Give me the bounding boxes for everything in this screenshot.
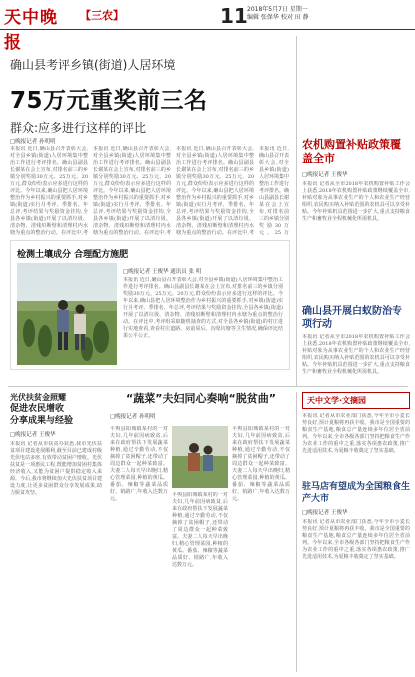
section-label: 【三农】 [80, 9, 124, 22]
field-photo-icon [17, 263, 117, 365]
bottom-right-article [302, 392, 410, 647]
lead-subhead: 群众:应多进行这样的评比 [10, 121, 147, 135]
sidebar-title-2: 确山县开展白蚁防治专项行动 [302, 306, 402, 330]
bottom-center-byline: □晚报记者 孙明明 [110, 414, 156, 420]
photo-block [10, 240, 290, 370]
lead-body-col3: 本报讯 近日,确山县召开表彰大会,对全县乡镇(街道)人居环境集中整治工作进行考评排名。确山县副县长谢某在会上宣布,对排名前三的乡镇分别奖励30万元、25万元、20万元,群众纷纷表示应多进行这样的评比。今年以来,确山县把人居环境整治作为乡村振兴的重要抓手,对乡镇(街道)实行月考评、季排名、年总评,考评结果与奖励资金挂钩,全县各乡镇(街道)开展了以清垃圾、清杂物、清残垣断壁和清理村内水塘为重点的整治行动。在评比中,考 [176, 146, 254, 236]
photo-body-text: 本报讯 近日,确山县召开表彰大会,对全县乡镇(街道)人居环境集中整治工作进行考评排名。确山县副县长谢某在会上宣布,对排名前三的乡镇分别奖励30万元、25万元、20万元,群众纷纷表示应多进行这样的评比。今年以来,确山县把人居环境整治作为乡村振兴的重要抓手,对乡镇(街道)实行月考评、季排名、年总评,考评结果与奖励资金挂钩,全县各乡镇(街道)开展了以清垃圾、清杂物、清残垣断壁和清理村内水塘为重点的整治行动。在评比中,考评组采取随机抽查的方式,对全县各乡镇(街道)的村庄进行实地查看,查看村庄道路、房前屋后、沟渠坑塘等卫生情况,确保评比结果公平公正。 [123, 277, 283, 339]
bottom-center-col1: 平舆县阳城镇某村的一对夫妇,几年前因病致贫,后来在政府帮扶下发展蔬菜种植,通过辛勤劳动,不仅摘掉了贫困帽子,还带动了周边群众一起种菜致富。夫妻二人每天早出晚归,精心管理菜园,种植的黄瓜、番茄、辣椒等蔬菜品质好、销路广,年收入达数万元。 [110, 426, 168, 502]
column-divider [296, 36, 297, 386]
page-number: 11 [220, 4, 248, 28]
lead-kicker: 确山县考评乡镇(街道)人居环境 [10, 58, 176, 72]
lead-headline: 75万元重奖前三名 [10, 88, 208, 114]
sidebar-title: 农机购置补贴政策覆盖全市 [302, 138, 401, 165]
bottom-left-title-2: 促进农民增收 [10, 404, 65, 414]
sidebar-body-2: 本报讯 记者从全市2018年农机购置补贴工作会上获悉,2018年农机购置补贴政策继续覆盖全市,补贴对象为从事农业生产的个人和农业生产经营组织,农民购买纳入补贴范围的农机具可以享受补贴。今年补贴机具范围进一步扩大,重点支持粮食生产和畜牧业全程机械化所需机具。 [302, 334, 410, 375]
sidebar-body: 本报讯 记者从全市2018年农机购置补贴工作会上获悉,2018年农机购置补贴政策继续覆盖全市,补贴对象为从事农业生产的个人和农业生产经营组织,农民购买纳入补贴范围的农机具可以享受补贴。今年补贴机具范围进一步扩大,重点支持粮食生产和畜牧业全程机械化所需机具。 [302, 181, 410, 222]
horizontal-divider [8, 386, 408, 387]
bottom-left-title-1: 光伏扶贫金照耀 [10, 393, 66, 402]
newspaper-logo: 天中晚报 [4, 8, 58, 53]
farmer-photo-icon [172, 426, 228, 488]
bottom-left-body: 本报讯 记者从市扶贫办获悉,我市光伏扶贫项目建设进展顺利,截至目前已建成村级光伏电站多座,有效带动贫困户增收。光伏扶贫是一项惠民工程,既能增加贫困村集体经济收入,又能为贫困户提供稳定收入来源。今后,我市将继续加大光伏扶贫项目建设力度,让更多贫困群众分享发展成果,助力脱贫攻坚。 [10, 441, 102, 496]
sidebar-byline: □晚报记者 王俊华 [302, 172, 348, 178]
dateline [247, 6, 309, 22]
bottom-center-col2: 平舆县阳城镇某村的一对夫妇,几年前因病致贫,后来在政府帮扶下发展蔬菜种植,通过辛勤劳动,不仅摘掉了贫困帽子,还带动了周边群众一起种菜致富。夫妻二人每天早出晚归,精心管理菜园,种植的黄瓜、番茄、辣椒等蔬菜品质好、销路广,年收入达数万元。 [172, 492, 228, 568]
bottom-left-article [10, 392, 102, 669]
column-logo: 天中文学·文摘园 [302, 392, 410, 409]
editor-credits: 编辑 张保华 校对 田 静 [247, 14, 309, 21]
bottom-left-title-3: 分享成果与经验 [10, 416, 74, 426]
bottom-divider [296, 392, 297, 672]
bottom-center-title: “蔬菜”夫妇同心奏响“脱贫曲” [126, 392, 276, 405]
bottom-right-body-1: 本报讯 记者从市农业部门获悉,今年全市小麦长势良好,预计夏粮将再获丰收。我市是全国重要的粮食生产基地,粮食总产量连续多年位居全省前列。今年以来,全市各级各部门坚持把粮食生产作为农业工作的重中之重,落实各项惠农政策,推广先进适用技术,为夏粮丰收奠定了坚实基础。 [302, 413, 410, 454]
bottom-center-photo [172, 426, 228, 488]
photo-title: 检测土壤成分 合理配方施肥 [17, 250, 129, 260]
bottom-right-title: 驻马店有望成为全国粮食生产大市 [302, 482, 411, 504]
sidebar-article [302, 138, 410, 390]
lead-body-col2: 本报讯 近日,确山县召开表彰大会,对全县乡镇(街道)人居环境集中整治工作进行考评排名。确山县副县长谢某在会上宣布,对排名前三的乡镇分别奖励30万元、25万元、20万元,群众纷纷表示应多进行这样的评比。今年以来,确山县把人居环境整治作为乡村振兴的重要抓手,对乡镇(街道)实行月考评、季排名、年总评,考评结果与奖励资金挂钩,全县各乡镇(街道)开展了以清垃圾、清杂物、清残垣断壁和清理村内水塘为重点的整治行动。在评比中,考 [93, 146, 171, 236]
issue-date: 2018年5月7日 星期一 [247, 6, 308, 13]
bottom-center-article [110, 392, 290, 568]
bottom-right-byline: □晚报记者 王俊华 [302, 510, 348, 516]
bottom-right-body-2: 本报讯 记者从市农业部门获悉,今年全市小麦长势良好,预计夏粮将再获丰收。我市是全国重要的粮食生产基地,粮食总产量连续多年位居全省前列。今年以来,全市各级各部门坚持把粮食生产作为农业工作的重中之重,落实各项惠农政策,推广先进适用技术,为夏粮丰收奠定了坚实基础。 [302, 519, 410, 560]
photo-image [17, 263, 117, 365]
lead-body-col1: 本报讯 近日,确山县召开表彰大会,对全县乡镇(街道)人居环境集中整治工作进行考评排名。确山县副县长谢某在会上宣布,对排名前三的乡镇分别奖励30万元、25万元、20万元,群众纷纷表示应多进行这样的评比。今年以来,确山县把人居环境整治作为乡村振兴的重要抓手,对乡镇(街道)实行月考评、季排名、年总评,考评结果与奖励资金挂钩,全县各乡镇(街道)开展了以清垃圾、清杂物、清残垣断壁和清理村内水塘为重点的整治行动。在评比中,考 [10, 146, 88, 236]
bottom-left-byline: □晚报记者 王俊华 [10, 432, 56, 438]
lead-body-col4: 本报讯 近日,确山县召开表彰大会,对全县乡镇(街道)人居环境集中整治工作进行考评排名。确山县副县长谢某在会上宣布,对排名前三的乡镇分别奖励30万元、25万 [259, 146, 289, 236]
bottom-center-col3: 平舆县阳城镇某村的一对夫妇,几年前因病致贫,后来在政府帮扶下发展蔬菜种植,通过辛勤劳动,不仅摘掉了贫困帽子,还带动了周边群众一起种菜致富。夫妻二人每天早出晚归,精心管理菜园,种植的黄瓜、番茄、辣椒等蔬菜品质好、销路广,年收入达数万元。 [232, 426, 290, 502]
lead-byline: □晚报记者 孙明明 [10, 139, 56, 145]
masthead [0, 0, 415, 53]
photo-caption: □晚报记者 王俊华 通讯员 张 明 [123, 269, 202, 275]
